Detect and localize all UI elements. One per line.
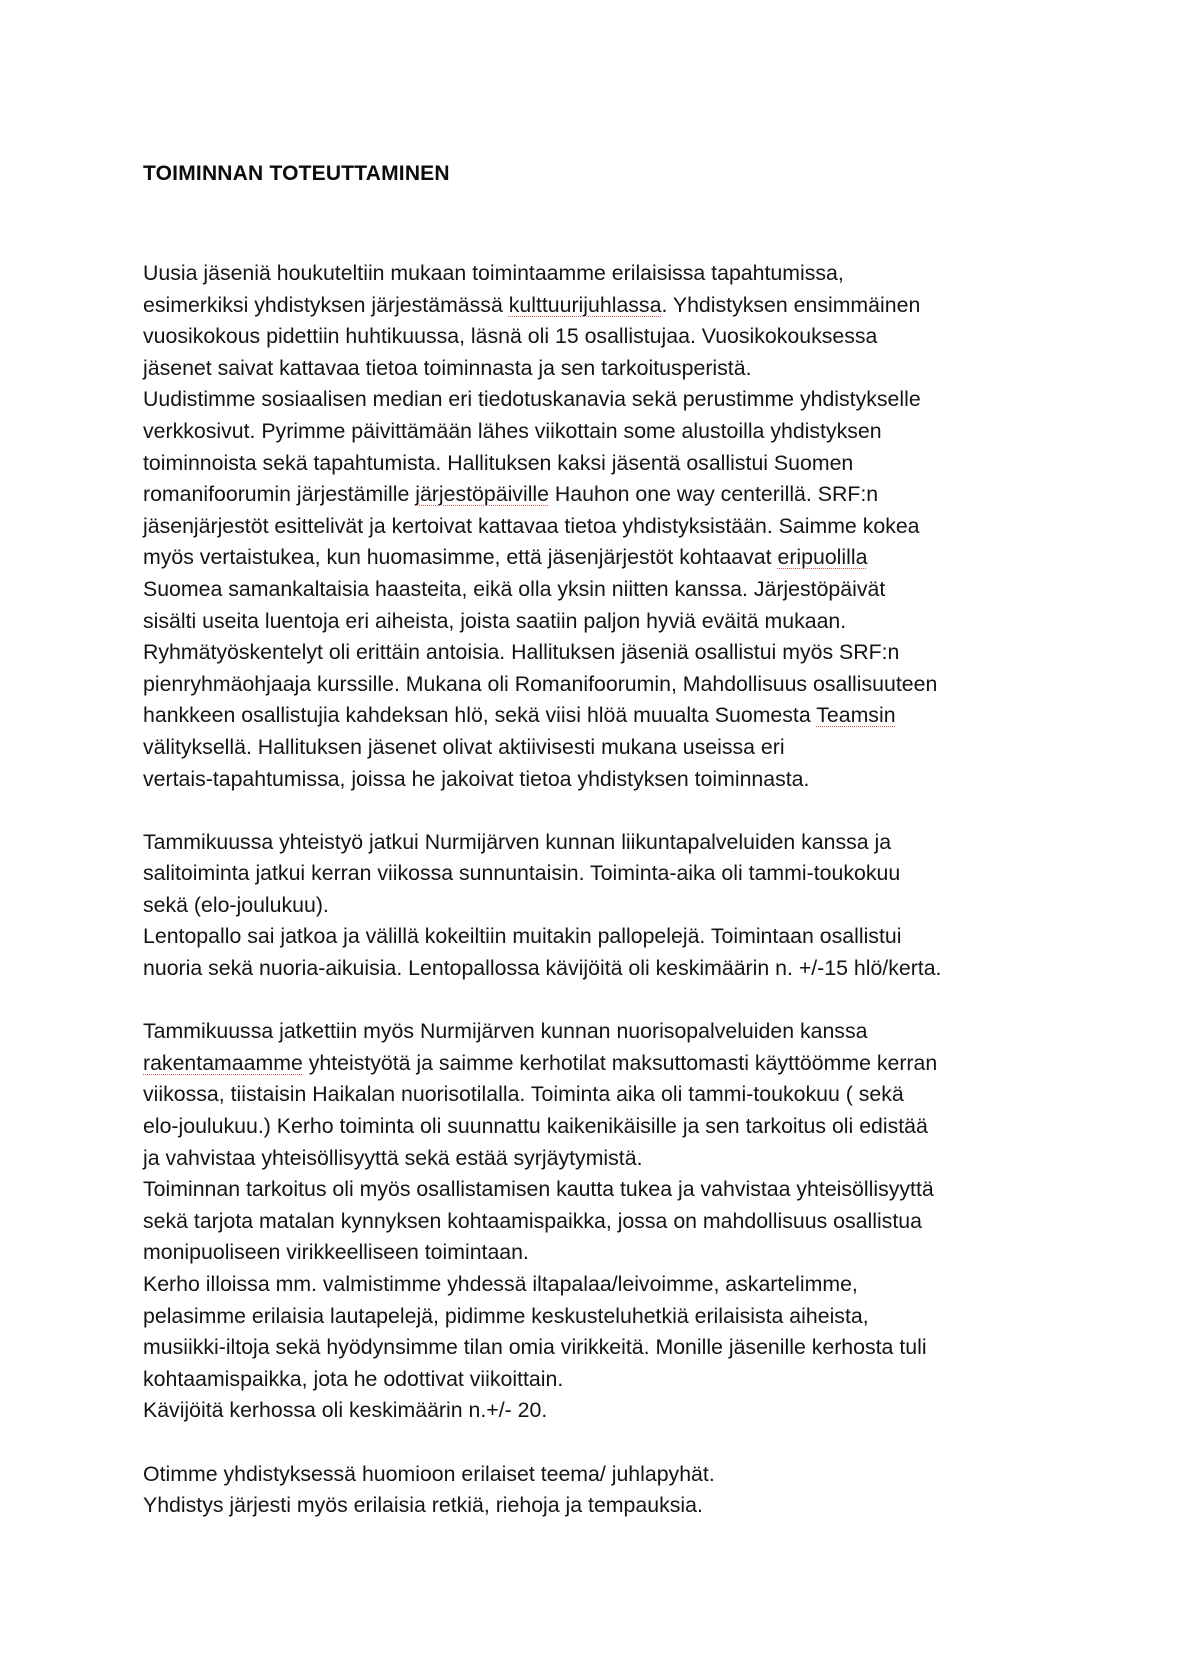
text-segment: toiminnoista sekä tapahtumista. Hallituksen kaksi jäsentä osallistui Suomen xyxy=(143,450,854,475)
text-line xyxy=(143,921,1153,953)
text-segment: yhteistyötä ja saimme kerhotilat maksuttomasti käyttöömme kerran xyxy=(302,1050,938,1075)
text-line xyxy=(143,290,1153,322)
text-line xyxy=(143,1079,1153,1111)
paragraph xyxy=(143,1016,1153,1427)
text-line xyxy=(143,732,1153,764)
paragraph-gap xyxy=(143,985,1153,1017)
text-segment: Ryhmätyöskentelyt oli erittäin antoisia. Hallituksen jäseniä osallistui myös SRF:n xyxy=(143,640,900,665)
text-segment: Suomea samankaltaisia haasteita, eikä olla yksin niitten kanssa. Järjestöpäivät xyxy=(143,576,886,601)
text-line xyxy=(143,1490,1153,1522)
text-segment: vuosikokous pidettiin huhtikuussa, läsnä oli 15 osallistujaa. Vuosikokouksessa xyxy=(143,324,878,349)
text-segment: hankkeen osallistujia kahdeksan hlö, sekä viisi hlöä muualta Suomesta xyxy=(143,703,817,728)
text-line xyxy=(143,669,1153,701)
text-segment: . Yhdistyksen ensimmäinen xyxy=(661,292,921,317)
text-segment: Hauhon one way centerillä. SRF:n xyxy=(549,482,879,507)
spellcheck-flagged-word: järjestöpäiville xyxy=(415,482,549,507)
text-line xyxy=(143,858,1153,890)
text-line xyxy=(143,542,1153,574)
text-segment: sisälti useita luentoja eri aiheista, joista saatiin paljon hyviä eväitä mukaan. xyxy=(143,608,847,633)
paragraph xyxy=(143,1459,1153,1522)
text-line xyxy=(143,416,1153,448)
text-line xyxy=(143,321,1153,353)
text-segment: Uudistimme sosiaalisen median eri tiedotuskanavia sekä perustimme yhdistykselle xyxy=(143,387,921,412)
text-segment: esimerkiksi yhdistyksen järjestämässä xyxy=(143,292,509,317)
spellcheck-flagged-word: kulttuurijuhlassa xyxy=(508,292,662,317)
text-line xyxy=(143,1364,1153,1396)
spellcheck-flagged-word: Teamsin xyxy=(816,703,896,728)
text-segment: elo-joulukuu.) Kerho toiminta oli suunnattu kaikenikäisille ja sen tarkoitus oli edistää xyxy=(143,1114,928,1139)
text-line xyxy=(143,637,1153,669)
text-segment: myös vertaistukea, kun huomasimme, että jäsenjärjestöt kohtaavat xyxy=(143,545,778,570)
text-line xyxy=(143,1016,1153,1048)
text-segment: Tammikuussa yhteistyö jatkui Nurmijärven kunnan liikuntapalveluiden kanssa ja xyxy=(143,829,892,854)
text-segment: nuoria sekä nuoria-aikuisia. Lentopallossa kävijöitä oli keskimäärin n. +/-15 hlö/kerta. xyxy=(143,956,942,981)
text-segment: Yhdistys järjesti myös erilaisia retkiä, riehoja ja tempauksia. xyxy=(143,1493,703,1518)
text-segment: kohtaamispaikka, jota he odottivat viikoittain. xyxy=(143,1366,564,1391)
text-line xyxy=(143,1048,1153,1080)
spellcheck-flagged-word: eripuolilla xyxy=(777,545,868,570)
text-segment: välityksellä. Hallituksen jäsenet olivat aktiivisesti mukana useissa eri xyxy=(143,734,785,759)
text-line xyxy=(143,574,1153,606)
text-line xyxy=(143,890,1153,922)
text-segment: Kävijöitä kerhossa oli keskimäärin n.+/- 20. xyxy=(143,1398,548,1423)
paragraph-gap xyxy=(143,795,1153,827)
text-line xyxy=(143,700,1153,732)
text-segment: Kerho illoissa mm. valmistimme yhdessä iltapalaa/leivoimme, askartelimme, xyxy=(143,1272,858,1296)
text-line xyxy=(143,953,1153,985)
text-line xyxy=(143,1332,1153,1364)
text-segment: Toiminnan tarkoitus oli myös osallistamisen kautta tukea ja vahvistaa yhteisöllisyyttä xyxy=(143,1177,934,1202)
text-segment: Tammikuussa jatkettiin myös Nurmijärven kunnan nuorisopalveluiden kanssa xyxy=(143,1019,868,1044)
text-line xyxy=(143,1174,1153,1206)
text-line xyxy=(143,1206,1153,1238)
text-line xyxy=(143,1395,1153,1427)
document-body xyxy=(143,258,1153,1522)
text-segment: sekä tarjota matalan kynnyksen kohtaamispaikka, jossa on mahdollisuus osallistua xyxy=(143,1208,922,1233)
text-segment: monipuoliseen virikkeelliseen toimintaan. xyxy=(143,1240,529,1265)
text-line xyxy=(143,258,1153,290)
text-line xyxy=(143,606,1153,638)
text-line xyxy=(143,353,1153,385)
text-line xyxy=(143,1269,1153,1301)
text-line xyxy=(143,511,1153,543)
text-line xyxy=(143,479,1153,511)
text-segment: ja vahvistaa yhteisöllisyyttä sekä estää syrjäytymistä. xyxy=(143,1145,643,1170)
text-segment: Uusia jäseniä houkuteltiin mukaan toimintaamme erilaisissa tapahtumissa, xyxy=(143,261,844,285)
paragraph xyxy=(143,827,1153,985)
text-segment: viikossa, tiistaisin Haikalan nuorisotilalla. Toiminta aika oli tammi-toukokuu ( sekä xyxy=(143,1082,904,1107)
paragraph-gap xyxy=(143,1427,1153,1459)
paragraph xyxy=(143,258,1153,795)
text-line xyxy=(143,1301,1153,1333)
text-segment: musiikki-iltoja sekä hyödynsimme tilan omia virikkeitä. Monille jäsenille kerhosta tuli xyxy=(143,1335,927,1360)
text-segment: vertais-tapahtumissa, joissa he jakoivat tietoa yhdistyksen toiminnasta. xyxy=(143,766,810,791)
text-segment: sekä (elo-joulukuu). xyxy=(143,892,329,917)
text-line xyxy=(143,764,1153,796)
text-segment: romanifoorumin järjestämille xyxy=(143,482,416,507)
text-segment: pelasimme erilaisia lautapelejä, pidimme keskusteluhetkiä erilaisista aiheista, xyxy=(143,1303,869,1328)
spellcheck-flagged-word: rakentamaamme xyxy=(143,1050,303,1075)
text-segment: Otimme yhdistyksessä huomioon erilaiset teema/ juhlapyhät. xyxy=(143,1461,715,1486)
document-title: TOIMINNAN TOTEUTTAMINEN xyxy=(143,162,450,185)
text-line xyxy=(143,1111,1153,1143)
text-line xyxy=(143,1237,1153,1269)
text-line xyxy=(143,827,1153,859)
text-line xyxy=(143,1143,1153,1175)
text-line xyxy=(143,384,1153,416)
text-segment: verkkosivut. Pyrimme päivittämään lähes viikottain some alustoilla yhdistyksen xyxy=(143,418,882,443)
text-line xyxy=(143,1459,1153,1491)
text-segment: Lentopallo sai jatkoa ja välillä kokeiltiin muitakin pallopelejä. Toimintaan osallistui xyxy=(143,924,902,949)
text-segment: jäsenet saivat kattavaa tietoa toiminnasta ja sen tarkoitusperistä. xyxy=(143,355,752,380)
text-line xyxy=(143,448,1153,480)
text-segment: jäsenjärjestöt esittelivät ja kertoivat kattavaa tietoa yhdistyksistään. Saimme kokea xyxy=(143,513,920,538)
text-segment: pienryhmäohjaaja kurssille. Mukana oli Romanifoorumin, Mahdollisuus osallisuuteen xyxy=(143,671,938,696)
text-segment: salitoiminta jatkui kerran viikossa sunnuntaisin. Toiminta-aika oli tammi-toukokuu xyxy=(143,861,901,886)
